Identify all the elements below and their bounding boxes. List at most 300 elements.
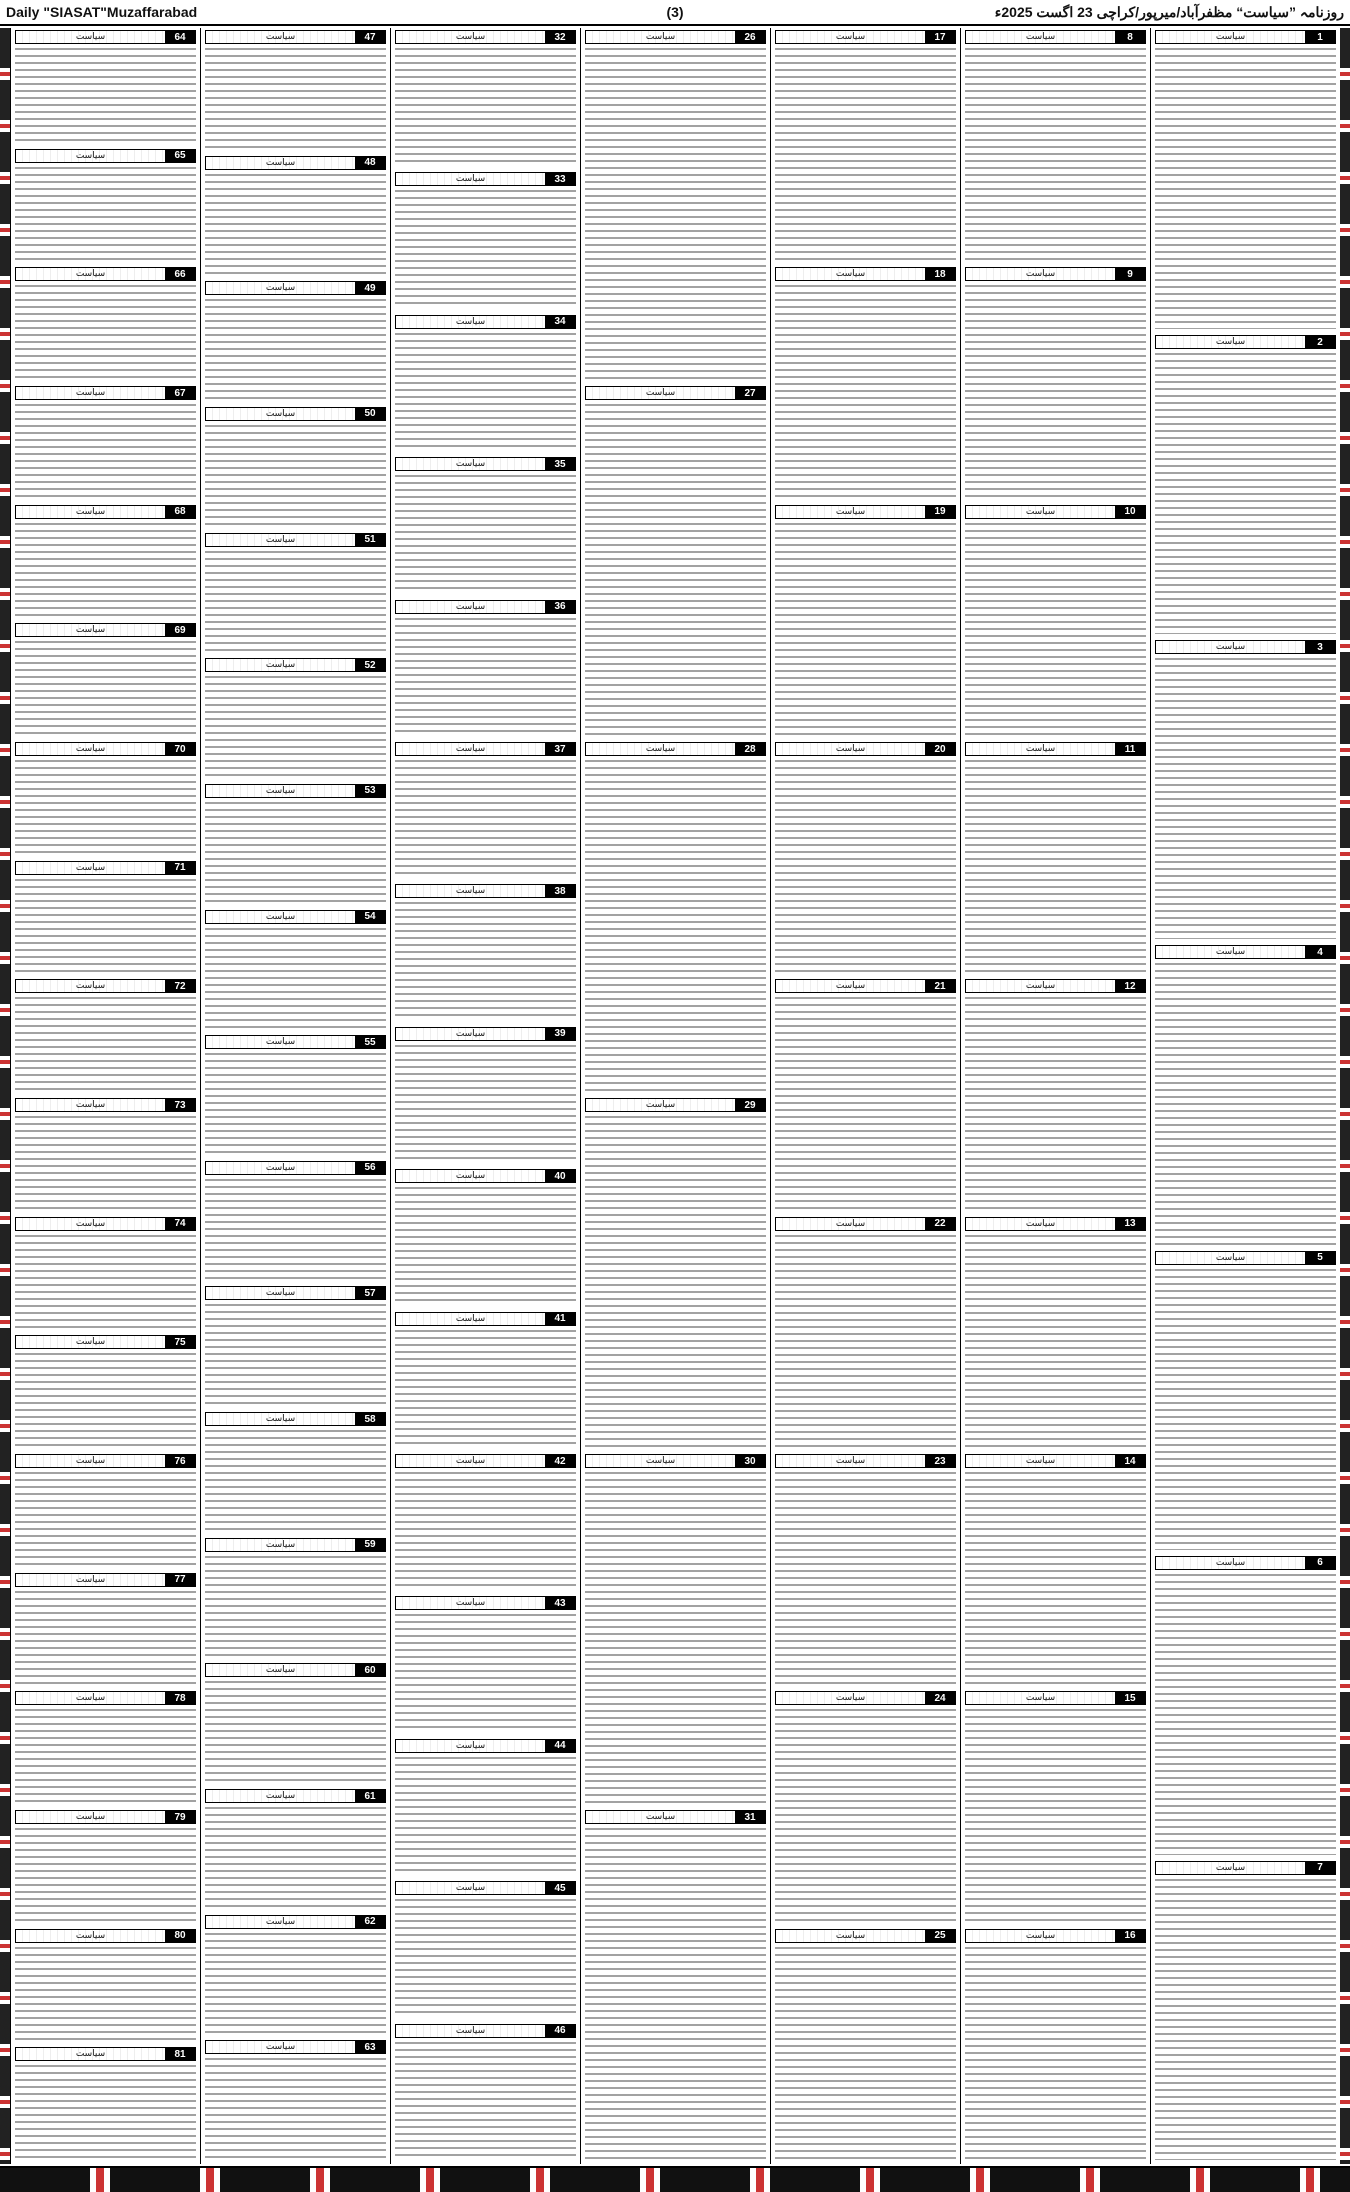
ad-header: [205, 1789, 386, 1803]
ad-header: [15, 149, 196, 163]
masthead-urdu-title: روزنامہ ”سیاست“ مظفرآباد/میرپور/کراچی 23 اگست 2025ء: [994, 3, 1344, 20]
classified-ad: [1155, 1251, 1336, 1552]
classified-ad: [15, 2047, 196, 2162]
ad-body-text-lines: [15, 402, 196, 499]
ad-header: [205, 1915, 386, 1929]
ad-header: [1155, 30, 1336, 44]
ad-body-text-lines: [395, 1185, 576, 1305]
ad-number: 10: [1115, 506, 1145, 518]
ad-body-text-lines: [15, 165, 196, 262]
ad-body-text-lines: [965, 1470, 1146, 1685]
ad-header: [15, 1098, 196, 1112]
ad-body-text-lines: [395, 331, 576, 451]
ad-banner: سیاست: [16, 2048, 165, 2060]
ad-header: [585, 30, 766, 44]
ad-body-text-lines: [395, 46, 576, 166]
classified-ad: [395, 172, 576, 310]
ad-body-text-lines: [1155, 1572, 1336, 1855]
ad-body-text-lines: [205, 674, 386, 778]
ad-header: [15, 1691, 196, 1705]
classified-ad: [15, 1335, 196, 1450]
ad-header: [205, 910, 386, 924]
ad-header: [775, 979, 956, 993]
ad-number: 77: [165, 1574, 195, 1586]
ad-banner: سیاست: [396, 458, 545, 470]
ad-banner: سیاست: [16, 743, 165, 755]
ad-body-text-lines: [15, 46, 196, 143]
classified-ad: [965, 1217, 1146, 1450]
classified-ad: [15, 1691, 196, 1806]
ad-number: 41: [545, 1313, 575, 1325]
ad-header: [205, 1286, 386, 1300]
classified-ad: [205, 784, 386, 906]
ad-banner: سیاست: [1156, 946, 1305, 958]
ad-body-text-lines: [395, 473, 576, 593]
ad-banner: سیاست: [16, 1099, 165, 1111]
ad-banner: سیاست: [16, 1218, 165, 1230]
ad-number: 52: [355, 659, 385, 671]
ad-header: [395, 1454, 576, 1468]
ad-body-text-lines: [585, 402, 766, 736]
ad-header: [395, 1881, 576, 1895]
ad-number: 48: [355, 157, 385, 169]
ad-body-text-lines: [965, 995, 1146, 1210]
ad-body-text-lines: [1155, 1877, 1336, 2160]
classified-ad: [15, 1929, 196, 2044]
classified-ad: [15, 505, 196, 620]
classified-ad: [205, 910, 386, 1032]
masthead-english-title: Daily "SIASAT"Muzaffarabad: [6, 4, 198, 20]
ad-banner: سیاست: [16, 150, 165, 162]
page-number: (3): [666, 4, 684, 20]
ad-banner: سیاست: [16, 387, 165, 399]
ad-number: 4: [1305, 946, 1335, 958]
ad-banner: سیاست: [1156, 1557, 1305, 1569]
classified-ad: [15, 742, 196, 857]
ad-body-text-lines: [395, 188, 576, 308]
ad-banner: سیاست: [396, 601, 545, 613]
ad-header: [965, 1691, 1146, 1705]
ad-header: [395, 1739, 576, 1753]
ad-header: [965, 505, 1146, 519]
classifieds-page: [0, 28, 1350, 2164]
ad-header: [965, 30, 1146, 44]
ad-body-text-lines: [585, 1114, 766, 1448]
ad-header: [15, 979, 196, 993]
ad-number: 65: [165, 150, 195, 162]
ad-banner: سیاست: [776, 743, 925, 755]
ad-body-text-lines: [1155, 656, 1336, 939]
classified-ad: [585, 1810, 766, 2162]
classified-ad: [1155, 1556, 1336, 1857]
ad-banner: سیاست: [966, 506, 1115, 518]
classified-ad: [205, 1789, 386, 1911]
ad-number: 35: [545, 458, 575, 470]
ad-body-text-lines: [205, 172, 386, 276]
ad-header: [775, 1454, 956, 1468]
ad-body-text-lines: [395, 1470, 576, 1590]
ad-banner: سیاست: [966, 1930, 1115, 1942]
ad-banner: سیاست: [16, 268, 165, 280]
ad-banner: سیاست: [16, 1574, 165, 1586]
ad-banner: سیاست: [16, 31, 165, 43]
ad-header: [205, 1161, 386, 1175]
ad-banner: سیاست: [1156, 1252, 1305, 1264]
classified-ad: [15, 1573, 196, 1688]
ad-number: 58: [355, 1413, 385, 1425]
ad-number: 47: [355, 31, 385, 43]
ad-body-text-lines: [965, 1707, 1146, 1922]
ad-number: 56: [355, 1162, 385, 1174]
classified-ad: [15, 149, 196, 264]
ad-header: [585, 1098, 766, 1112]
ad-number: 31: [735, 1811, 765, 1823]
ad-body-text-lines: [775, 758, 956, 973]
ad-number: 8: [1115, 31, 1145, 43]
ad-banner: سیاست: [396, 1028, 545, 1040]
ad-header: [15, 30, 196, 44]
ad-banner: سیاست: [206, 659, 355, 671]
ad-number: 22: [925, 1218, 955, 1230]
ad-number: 3: [1305, 641, 1335, 653]
ad-header: [775, 1929, 956, 1943]
classified-ad: [395, 1027, 576, 1165]
ad-banner: سیاست: [16, 506, 165, 518]
ad-body-text-lines: [15, 2063, 196, 2160]
ad-body-text-lines: [395, 1897, 576, 2017]
ad-banner: سیاست: [16, 1455, 165, 1467]
ad-number: 74: [165, 1218, 195, 1230]
classified-ad: [775, 505, 956, 738]
ad-number: 43: [545, 1597, 575, 1609]
ad-number: 53: [355, 785, 385, 797]
ad-header: [775, 1217, 956, 1231]
ad-header: [205, 784, 386, 798]
ad-header: [15, 1217, 196, 1231]
ad-header: [15, 267, 196, 281]
ad-body-text-lines: [205, 297, 386, 401]
ad-header: [15, 742, 196, 756]
ad-number: 34: [545, 316, 575, 328]
ad-body-text-lines: [585, 1826, 766, 2160]
classified-ad: [15, 386, 196, 501]
ad-header: [775, 1691, 956, 1705]
classified-ad: [15, 861, 196, 976]
ad-banner: سیاست: [206, 282, 355, 294]
ad-number: 49: [355, 282, 385, 294]
classified-ad: [775, 267, 956, 500]
classified-ad: [1155, 640, 1336, 941]
ad-banner: سیاست: [776, 31, 925, 43]
classified-ad: [205, 1538, 386, 1660]
classified-ad: [205, 281, 386, 403]
ad-header: [775, 267, 956, 281]
ad-header: [585, 386, 766, 400]
ad-banner: سیاست: [1156, 1862, 1305, 1874]
ad-number: 68: [165, 506, 195, 518]
ad-number: 23: [925, 1455, 955, 1467]
ad-number: 25: [925, 1930, 955, 1942]
ad-body-text-lines: [965, 1233, 1146, 1448]
ad-header: [15, 1929, 196, 1943]
ad-body-text-lines: [15, 1114, 196, 1211]
ad-banner: سیاست: [16, 1811, 165, 1823]
ad-banner: سیاست: [206, 1036, 355, 1048]
ad-number: 70: [165, 743, 195, 755]
ad-banner: سیاست: [396, 1597, 545, 1609]
ad-number: 28: [735, 743, 765, 755]
classified-ad: [775, 742, 956, 975]
ad-header: [395, 315, 576, 329]
ad-number: 45: [545, 1882, 575, 1894]
classified-ad: [775, 1929, 956, 2162]
ad-header: [395, 1169, 576, 1183]
ad-banner: سیاست: [206, 2041, 355, 2053]
classified-ad: [15, 979, 196, 1094]
ad-number: 11: [1115, 743, 1145, 755]
classified-ad: [205, 533, 386, 655]
ad-body-text-lines: [205, 1931, 386, 2035]
classified-ad: [585, 1454, 766, 1806]
ad-header: [205, 407, 386, 421]
ad-banner: سیاست: [16, 1692, 165, 1704]
ad-body-text-lines: [775, 1707, 956, 1922]
ad-header: [15, 2047, 196, 2061]
classified-ad: [15, 1217, 196, 1332]
classified-ad: [205, 407, 386, 529]
ad-body-text-lines: [395, 1612, 576, 1732]
ad-number: 13: [1115, 1218, 1145, 1230]
ad-number: 24: [925, 1692, 955, 1704]
classified-ad: [585, 386, 766, 738]
ad-body-text-lines: [15, 1707, 196, 1804]
ad-banner: سیاست: [1156, 641, 1305, 653]
ad-column: [960, 28, 1150, 2164]
ad-header: [585, 742, 766, 756]
ad-header: [965, 742, 1146, 756]
ad-body-text-lines: [1155, 351, 1336, 634]
ad-body-text-lines: [395, 1755, 576, 1875]
ad-body-text-lines: [205, 800, 386, 904]
ad-header: [1155, 945, 1336, 959]
classified-ad: [965, 1454, 1146, 1687]
ad-number: 80: [165, 1930, 195, 1942]
ad-banner: سیاست: [206, 1413, 355, 1425]
ad-number: 37: [545, 743, 575, 755]
ad-number: 16: [1115, 1930, 1145, 1942]
ad-header: [1155, 1861, 1336, 1875]
ad-banner: سیاست: [966, 268, 1115, 280]
classified-ad: [585, 30, 766, 382]
ad-body-text-lines: [15, 1351, 196, 1448]
classified-ad: [1155, 335, 1336, 636]
ad-banner: سیاست: [966, 980, 1115, 992]
ad-header: [775, 742, 956, 756]
ad-number: 17: [925, 31, 955, 43]
ad-header: [395, 172, 576, 186]
ad-banner: سیاست: [966, 1218, 1115, 1230]
classified-ad: [205, 1286, 386, 1408]
ad-body-text-lines: [585, 46, 766, 380]
classified-ad: [205, 156, 386, 278]
ad-banner: سیاست: [776, 1930, 925, 1942]
ad-banner: سیاست: [396, 1455, 545, 1467]
ad-number: 15: [1115, 1692, 1145, 1704]
ad-number: 21: [925, 980, 955, 992]
ad-number: 36: [545, 601, 575, 613]
ad-number: 39: [545, 1028, 575, 1040]
ad-banner: سیاست: [16, 1930, 165, 1942]
classified-ad: [205, 2040, 386, 2162]
ad-banner: سیاست: [206, 1539, 355, 1551]
ad-banner: سیاست: [586, 31, 735, 43]
ad-banner: سیاست: [586, 387, 735, 399]
classified-ad: [395, 600, 576, 738]
ad-banner: سیاست: [1156, 31, 1305, 43]
ad-banner: سیاست: [206, 1287, 355, 1299]
classified-ad: [395, 315, 576, 453]
ad-banner: سیاست: [396, 316, 545, 328]
ad-banner: سیاست: [776, 268, 925, 280]
ad-number: 60: [355, 1664, 385, 1676]
ad-header: [15, 386, 196, 400]
classified-ad: [965, 1929, 1146, 2162]
ad-header: [775, 505, 956, 519]
ad-banner: سیاست: [396, 885, 545, 897]
ad-body-text-lines: [205, 926, 386, 1030]
ad-body-text-lines: [395, 2040, 576, 2160]
classified-ad: [775, 1454, 956, 1687]
ad-column: [1150, 28, 1340, 2164]
ad-number: 5: [1305, 1252, 1335, 1264]
ad-body-text-lines: [15, 639, 196, 736]
ad-body-text-lines: [395, 1328, 576, 1448]
ad-header: [395, 457, 576, 471]
ad-number: 9: [1115, 268, 1145, 280]
ad-number: 14: [1115, 1455, 1145, 1467]
ad-number: 12: [1115, 980, 1145, 992]
ad-number: 71: [165, 862, 195, 874]
ad-banner: سیاست: [396, 31, 545, 43]
ad-number: 73: [165, 1099, 195, 1111]
ad-number: 42: [545, 1455, 575, 1467]
ad-number: 6: [1305, 1557, 1335, 1569]
ad-number: 63: [355, 2041, 385, 2053]
ad-banner: سیاست: [396, 2025, 545, 2037]
ad-column: [770, 28, 960, 2164]
ad-number: 29: [735, 1099, 765, 1111]
ad-banner: سیاست: [396, 1313, 545, 1325]
ad-header: [1155, 1556, 1336, 1570]
ad-number: 57: [355, 1287, 385, 1299]
ad-header: [15, 505, 196, 519]
ad-banner: سیاست: [966, 1692, 1115, 1704]
ad-number: 62: [355, 1916, 385, 1928]
ad-body-text-lines: [205, 549, 386, 653]
ad-header: [585, 1810, 766, 1824]
ad-body-text-lines: [395, 616, 576, 736]
classified-ad: [205, 1412, 386, 1534]
ad-header: [205, 1663, 386, 1677]
ad-header: [1155, 640, 1336, 654]
ad-banner: سیاست: [206, 1916, 355, 1928]
ad-header: [205, 156, 386, 170]
ad-body-text-lines: [205, 1805, 386, 1909]
ad-header: [205, 1412, 386, 1426]
classified-ad: [395, 1881, 576, 2019]
classified-ad: [15, 1098, 196, 1213]
classified-ad: [205, 1035, 386, 1157]
ad-number: 81: [165, 2048, 195, 2060]
ad-body-text-lines: [15, 1826, 196, 1923]
ad-number: 76: [165, 1455, 195, 1467]
ad-body-text-lines: [585, 758, 766, 1092]
ad-banner: سیاست: [586, 1455, 735, 1467]
ad-number: 54: [355, 911, 385, 923]
ad-banner: سیاست: [16, 624, 165, 636]
ad-header: [395, 1027, 576, 1041]
ad-body-text-lines: [15, 877, 196, 974]
ad-header: [1155, 1251, 1336, 1265]
ad-number: 61: [355, 1790, 385, 1802]
ad-header: [395, 600, 576, 614]
classified-ad: [395, 457, 576, 595]
ad-number: 40: [545, 1170, 575, 1182]
ad-number: 66: [165, 268, 195, 280]
ad-body-text-lines: [775, 1233, 956, 1448]
ad-banner: سیاست: [206, 911, 355, 923]
ad-body-text-lines: [205, 1177, 386, 1281]
classified-ad: [395, 1739, 576, 1877]
ad-body-text-lines: [205, 2056, 386, 2160]
ad-banner: سیاست: [776, 980, 925, 992]
ad-number: 59: [355, 1539, 385, 1551]
ad-body-text-lines: [585, 1470, 766, 1804]
classified-ad: [15, 1454, 196, 1569]
ad-header: [775, 30, 956, 44]
ad-header: [395, 884, 576, 898]
ad-body-text-lines: [965, 1945, 1146, 2160]
ad-number: 7: [1305, 1862, 1335, 1874]
right-border-strip: [1340, 28, 1350, 2164]
ad-body-text-lines: [15, 1233, 196, 1330]
ad-banner: سیاست: [586, 1099, 735, 1111]
ad-header: [15, 623, 196, 637]
ad-banner: سیاست: [16, 1336, 165, 1348]
ad-body-text-lines: [965, 283, 1146, 498]
ad-column: [10, 28, 200, 2164]
ad-number: 72: [165, 980, 195, 992]
classified-ad: [205, 1161, 386, 1283]
ad-banner: سیاست: [776, 1455, 925, 1467]
ad-body-text-lines: [205, 1428, 386, 1532]
ad-body-text-lines: [395, 900, 576, 1020]
classified-ad: [965, 742, 1146, 975]
ad-body-text-lines: [205, 1679, 386, 1783]
ad-number: 67: [165, 387, 195, 399]
ad-body-text-lines: [15, 521, 196, 618]
ad-header: [585, 1454, 766, 1468]
ad-body-text-lines: [775, 995, 956, 1210]
ad-banner: سیاست: [396, 1882, 545, 1894]
ad-header: [205, 30, 386, 44]
ad-body-text-lines: [205, 1554, 386, 1658]
classified-ad: [1155, 1861, 1336, 2162]
classified-ad: [15, 30, 196, 145]
ad-number: 30: [735, 1455, 765, 1467]
ad-banner: سیاست: [1156, 336, 1305, 348]
classified-ad: [965, 1691, 1146, 1924]
